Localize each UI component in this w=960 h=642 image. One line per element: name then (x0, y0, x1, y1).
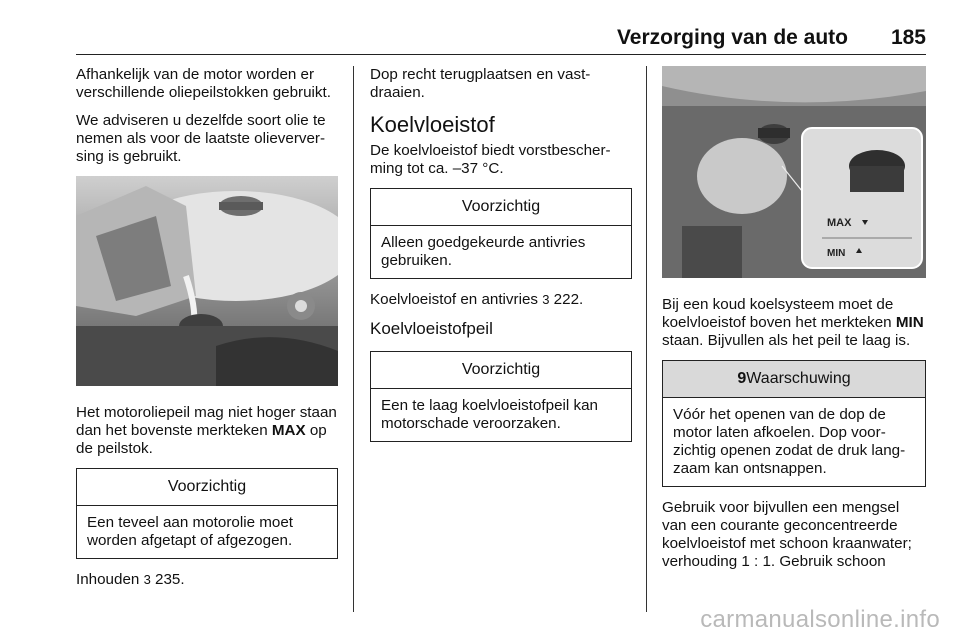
min-mark-text: MIN (895, 314, 924, 331)
column-right (662, 66, 926, 581)
paragraph-oil-advice: We adviseren u dezelfde soort olie te nemen als voor de laatste olieverversing is gebruikt. (76, 112, 326, 165)
section-title: Verzorging van de auto (616, 26, 848, 49)
paragraph-oil-level: Het motoroliepeil mag niet hoger staan dan het bovenste merkteken MAX op de peilstok. (76, 404, 337, 457)
caution-text: Alleen goedgekeurde antivries gebruiken. (381, 234, 586, 269)
engine-oil-fill-photo (76, 176, 338, 386)
caution-text: Een te laag koelvloeistofpeil kan motorschade veroorzaken. (381, 397, 598, 432)
caution-text: Een teveel aan motorolie moet worden afgetapt of afgezogen. (87, 514, 293, 549)
warning-triangle-icon: 9 (737, 370, 747, 387)
page-number: 185 (890, 26, 926, 49)
paragraph-dipsticks: Afhankelijk van de motor worden er verschillende oliepeilstokken gebruikt. (76, 66, 331, 101)
cross-reference-antifreeze: Koelvloeistof en antivries 3 222. (370, 291, 584, 308)
paragraph-refill-mixture: Gebruik voor bijvullen een mengsel van een courante geconcentreerde koelvloeistof met schoon kraanwater; verhouding 1 : 1. Gebruik schoon (662, 499, 912, 570)
caution-box-oil (76, 468, 338, 559)
page-reference-link[interactable]: 222. (549, 291, 584, 308)
warning-box-hot-coolant (662, 360, 926, 487)
section-heading-coolant: Koelvloeistof (370, 112, 495, 137)
paragraph-cap-instruction: Dop recht terugplaatsen en vastdraaien. (370, 66, 591, 101)
subheading-coolant-level: Koelvloeistofpeil (370, 319, 493, 338)
caution-box-antifreeze (370, 188, 632, 279)
caution-title: Voorzichtig (77, 469, 337, 506)
warning-text: Vóór het openen van de dop de motor laten afkoelen. Dop voorzichtig openen zodat de druk langzaam kan ontsnappen. (673, 406, 906, 477)
caution-box-coolant-level (370, 351, 632, 442)
page-reference-link[interactable]: 235. (150, 571, 185, 588)
max-mark-label: MAX (271, 422, 306, 439)
paragraph-min-level: Bij een koud koelsysteem moet de koelvloeistof boven het merkteken MIN staan. Bijvullen als het peil te laag is. (662, 296, 924, 349)
cross-reference-capacities: Inhouden 3 235. (76, 571, 185, 588)
watermark: carmanualsonline.info (700, 606, 940, 633)
caution-title: Voorzichtig (371, 352, 631, 389)
warning-title: Waarschuwing (746, 370, 851, 387)
coolant-reservoir-photo (662, 66, 926, 278)
page-reference-arrow-icon: 3 (143, 572, 151, 587)
column-divider (353, 66, 354, 612)
min-mark-label: MIN (827, 248, 846, 259)
max-mark-label: MAX (827, 217, 852, 229)
column-left (76, 66, 338, 599)
column-divider (646, 66, 647, 612)
caution-title: Voorzichtig (371, 189, 631, 226)
page-header (76, 22, 926, 55)
paragraph-frost-protection: De koelvloeistof biedt vorstbescherming tot ca. –37 °C. (370, 142, 611, 177)
column-middle (370, 66, 632, 454)
page-reference-arrow-icon: 3 (542, 292, 550, 307)
warning-header (663, 361, 925, 398)
